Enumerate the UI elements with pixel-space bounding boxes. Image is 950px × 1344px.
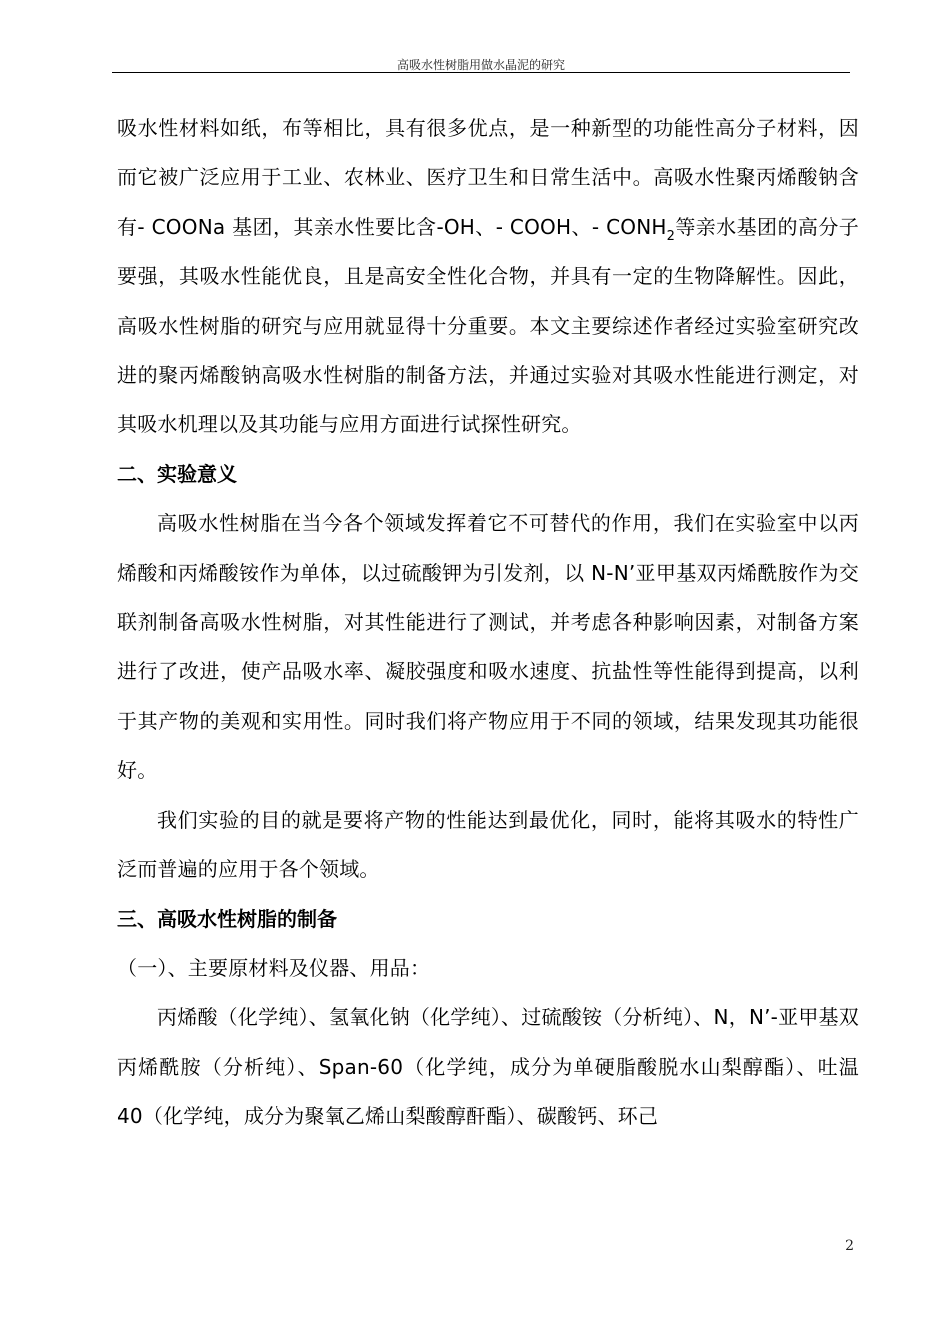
page-body [117,104,859,1142]
header-divider [112,72,850,73]
intro-text-part2: 等亲水基团的高分子要强，其吸水性能优良，且是高安全性化合物，并具有一定的生物降解性。因此，高吸水性树脂的研究与应用就显得十分重要。本文主要综述作者经过实验室研究改进的聚丙烯酸钠高吸水性树脂的制备方法，并通过实验对其吸水性能进行测定，对其吸水机理以及其功能与应用方面进行试探性研究。 [117,214,859,437]
page-number: 2 [845,1238,854,1254]
intro-text-part1: 吸水性材料如纸，布等相比，具有很多优点，是一种新型的功能性高分子材料，因而它被广泛应用于工业、农林业、医疗卫生和日常生活中。高吸水性聚丙烯酸钠含有- COONa 基团，其亲水性要比含-OH、- COOH、- CONH [117,116,859,239]
paragraph-intro [117,104,859,450]
paragraph-purpose: 我们实验的目的就是要将产物的性能达到最优化，同时，能将其吸水的特性广泛而普遍的应用于各个领域。 [117,807,859,882]
subscript-2: 2 [666,228,676,244]
paragraph-materials: 丙烯酸（化学纯）、氢氧化钠（化学纯）、过硫酸铵（分析纯）、N，N’-亚甲基双丙烯酰胺（分析纯）、Span-60（化学纯，成分为单硬脂酸脱水山梨醇酯）、吐温 40（化学纯，成分为聚氧乙烯山梨酸醇酐酯）、碳酸钙、环己 [117,1005,859,1129]
section-heading-significance: 二、实验意义 [117,461,237,486]
paragraph-significance: 高吸水性树脂在当今各个领域发挥着它不可替代的作用，我们在实验室中以丙烯酸和丙烯酸铵作为单体，以过硫酸钾为引发剂，以 N-N’亚甲基双丙烯酰胺作为交联剂制备高吸水性树脂，对其性能进行了测试，并考虑各种影响因素，对制备方案进行了改进，使产品吸水率、凝胶强度和吸水速度、抗盐性等性能得到提高，以利于其产物的美观和实用性。同时我们将产物应用于不同的领域，结果发现其功能很好。 [117,511,859,783]
section-heading-preparation: 三、高吸水性树脂的制备 [117,906,337,931]
running-header: 高吸水性树脂用做水晶泥的研究 [396,58,565,72]
subheading-materials: （一）、主要原材料及仪器、用品： [117,955,431,980]
